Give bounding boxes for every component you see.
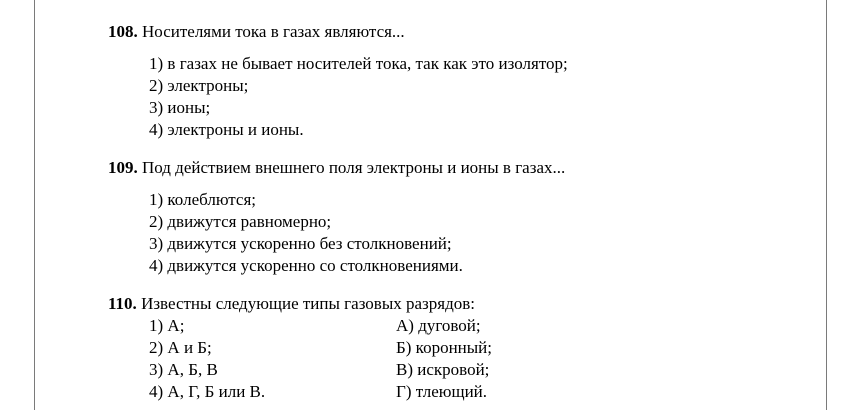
matching-table	[149, 315, 669, 403]
option-2: 2) движутся равномерно;	[149, 212, 332, 231]
left-border-line	[34, 0, 35, 410]
question-109	[108, 157, 565, 277]
option-1: 1) колеблются;	[149, 190, 257, 209]
option-4: 4) электроны и ионы.	[149, 120, 304, 139]
question-number: 110.	[108, 294, 137, 313]
option-3: 3) ионы;	[149, 98, 211, 117]
question-number: 109.	[108, 158, 138, 177]
matching-row	[149, 315, 669, 337]
question-text: Известны следующие типы газовых разрядов:	[141, 294, 475, 313]
option-2: 2) электроны;	[149, 76, 249, 95]
option-list	[149, 189, 565, 277]
question-110	[108, 293, 669, 403]
option-list	[149, 53, 568, 141]
question-number: 108.	[108, 22, 138, 41]
question-title	[108, 293, 669, 315]
discharge-type: Б) коронный;	[396, 338, 493, 357]
answer-option: 4) А, Г, Б или В.	[149, 382, 266, 401]
option-1: 1) в газах не бывает носителей тока, так как это изолятор;	[149, 54, 568, 73]
matching-row	[149, 337, 669, 359]
question-title	[108, 21, 568, 43]
answer-option: 3) А, Б, В	[149, 360, 218, 379]
option-3: 3) движутся ускоренно без столкновений;	[149, 234, 452, 253]
right-border-line	[826, 0, 827, 410]
matching-row	[149, 359, 669, 381]
option-4: 4) движутся ускоренно со столкновениями.	[149, 256, 463, 275]
discharge-type: А) дуговой;	[396, 316, 481, 335]
discharge-type: В) искровой;	[396, 360, 490, 379]
answer-option: 1) А;	[149, 316, 185, 335]
answer-option: 2) А и Б;	[149, 338, 212, 357]
matching-row	[149, 381, 669, 403]
question-text: Носителями тока в газах являются...	[142, 22, 405, 41]
question-text: Под действием внешнего поля электроны и ионы в газах...	[142, 158, 566, 177]
discharge-type: Г) тлеющий.	[396, 382, 488, 401]
question-title	[108, 157, 565, 179]
question-108	[108, 21, 568, 141]
